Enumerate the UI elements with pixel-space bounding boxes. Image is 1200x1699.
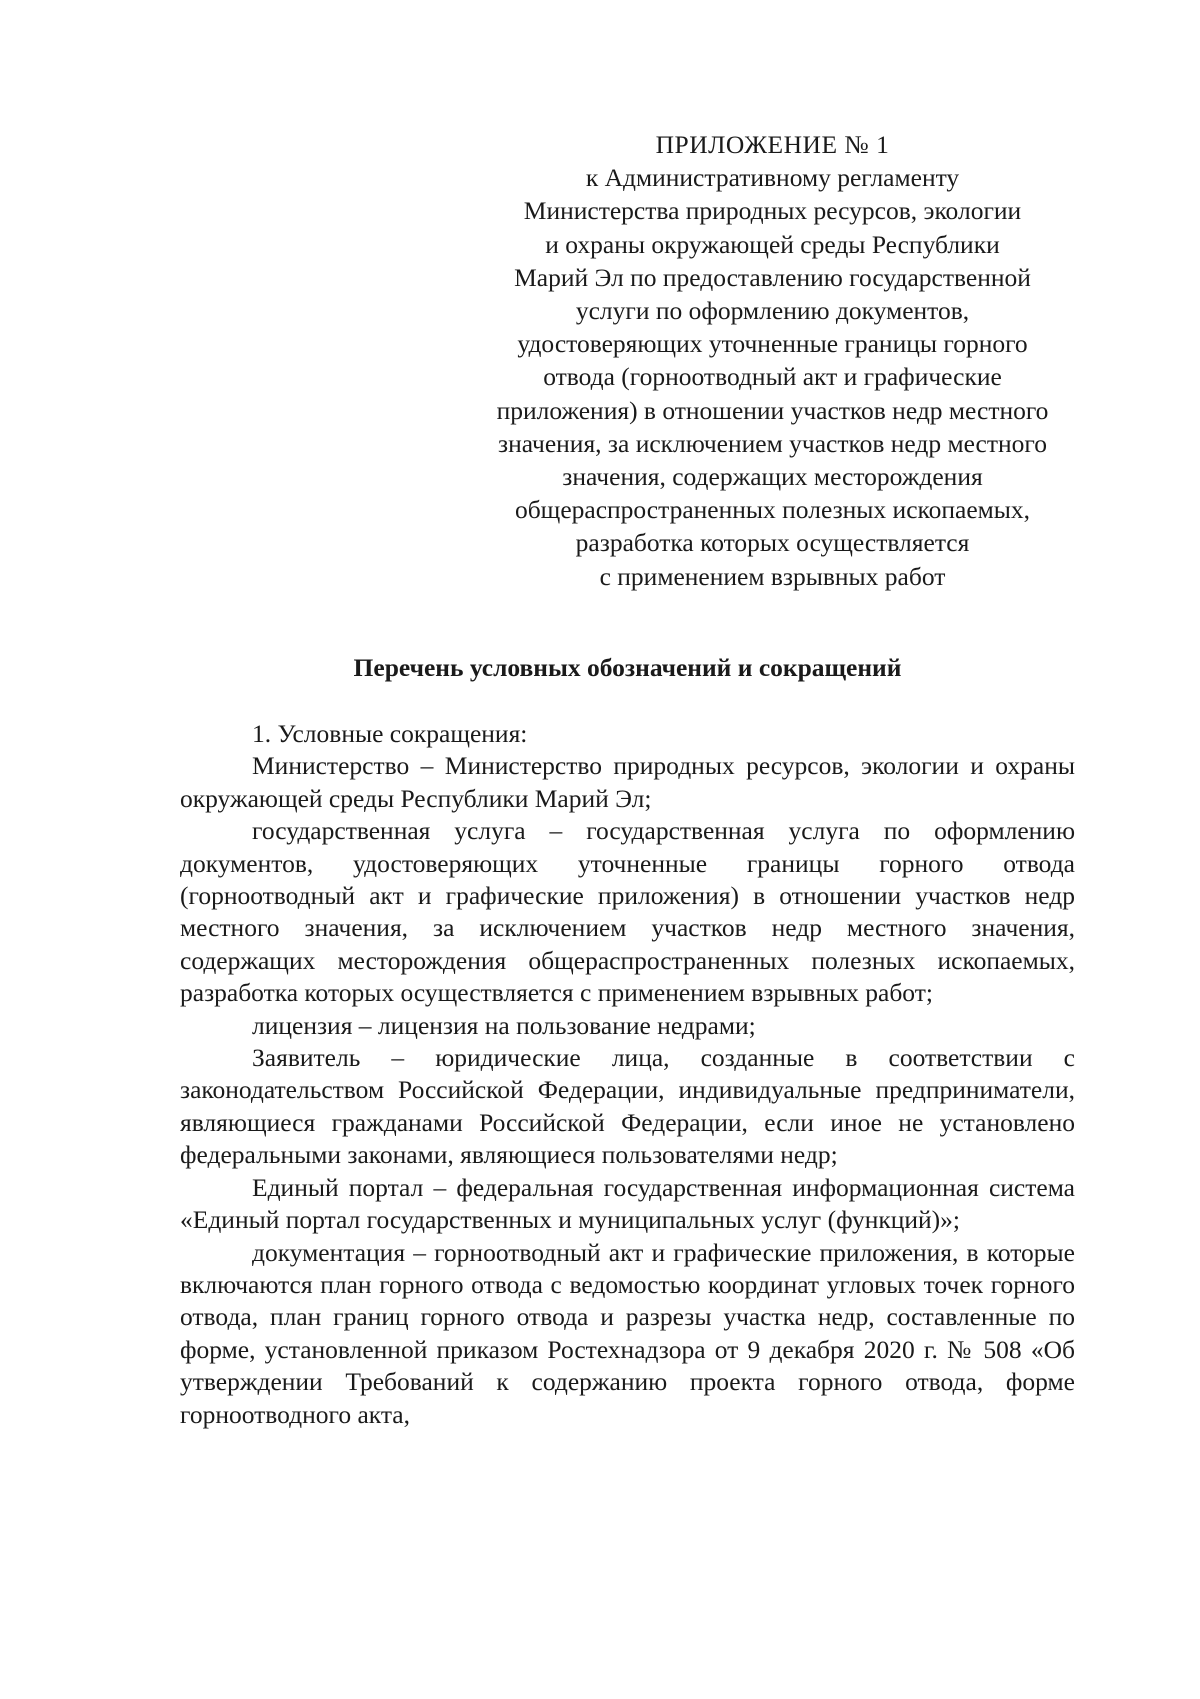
appendix-line: отвода (горноотводный акт и графические [543,362,1002,392]
paragraph-applicant: Заявитель – юридические лица, созданные в соответствии с законодательством Российской Федерации, индивидуальные предприниматели, являющиеся гражданами Российской Федерации, если иное не установлено федеральными законами, являющиеся пользователями недр; [180,1043,1075,1170]
document-body [180,718,1075,1431]
appendix-title: ПРИЛОЖЕНИЕ № 1 [655,130,890,159]
appendix-line: к Административному регламенту [585,163,960,193]
appendix-header [470,128,1075,593]
paragraph-documentation: документация – горноотводный акт и графические приложения, в которые включаются план горного отвода с ведомостью координат угловых точек горного отвода, план границ горного отвода и разрезы участка недр, составленные по форме, установленной приказом Ростехнадзора от 9 декабря 2020 г. № 508 «Об утверждении Требований к содержанию проекта горного отвода, форме горноотводного акта, [180,1237,1075,1429]
paragraph-unified-portal: Единый портал – федеральная государственная информационная система «Единый портал государственных и муниципальных услуг (функций)»; [180,1172,1075,1235]
section-heading: Перечень условных обозначений и сокращений [353,653,902,682]
appendix-line: Марий Эл по предоставлению государственной [514,262,1031,292]
paragraph-abbreviations-intro: 1. Условные сокращения: [252,719,528,748]
paragraph-license: лицензия – лицензия на пользование недрами; [252,1010,756,1040]
paragraph-ministry: Министерство – Министерство природных ресурсов, экологии и охраны окружающей среды Республики Марий Эл; [180,751,1075,813]
appendix-line: и охраны окружающей среды Республики [545,229,1000,259]
appendix-line: разработка которых осуществляется [575,528,970,558]
appendix-line: общераспространенных полезных ископаемых, [514,495,1031,525]
appendix-line: удостоверяющих уточненные границы горного [517,329,1028,359]
appendix-line: приложения) в отношении участков недр местного [496,395,1049,425]
appendix-line: Министерства природных ресурсов, экологии [523,196,1022,226]
appendix-line: значения, содержащих месторождения [562,462,983,492]
appendix-line: с применением взрывных работ [599,561,946,591]
paragraph-state-service: государственная услуга – государственная услуга по оформлению документов, удостоверяющих уточненные границы горного отвода (горноотводный акт и графические приложения) в отношении участков недр местного значения, за исключением участков недр местного значения, содержащих месторождения общераспространенных полезных ископаемых, разработка которых осуществляется с применением взрывных работ; [180,816,1075,1008]
appendix-line: значения, за исключением участков недр местного [498,428,1047,458]
appendix-line: услуги по оформлению документов, [575,296,970,326]
